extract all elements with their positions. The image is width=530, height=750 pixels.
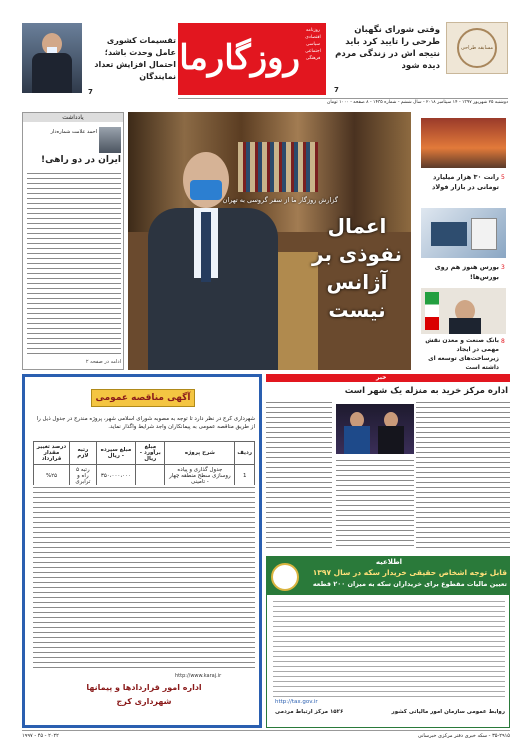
item1-title[interactable]: رانت ۳۰ هزار میلیارد تومانی در بازار فولاد (432, 173, 499, 191)
lower-story (266, 374, 510, 552)
top-left-photo (22, 23, 82, 93)
item1-photo (421, 118, 506, 168)
th-grade: رتبه لازم (70, 442, 97, 465)
tax-footer1: روابط عمومی سازمان امور مالیاتی کشور (391, 709, 505, 715)
tax-footer2: ۱۵۲۶ مرکز ارتباط مردمی (275, 709, 344, 715)
social-line (22, 97, 172, 100)
left-col-body (27, 171, 121, 357)
logo-block (178, 23, 326, 95)
item2-page-num: 3 (501, 264, 505, 271)
tax-url[interactable]: http://tax.gov.ir (275, 699, 318, 705)
tax-title: قابل توجه اشخاص حقیقی خریدار سکه در سال ۱۳۹۷ (312, 568, 507, 577)
item2-photo (421, 208, 506, 258)
right-column (415, 112, 510, 370)
lower-story-col-right (416, 400, 510, 550)
td-change: %۲۵ (34, 465, 70, 488)
tax-notice (266, 556, 510, 728)
center-feature (128, 112, 411, 370)
lower-story-col-mid (336, 458, 414, 550)
tax-header: اطلاعیه (375, 558, 403, 566)
tax-body (273, 599, 505, 697)
left-col-headline[interactable]: ایران در دو راهی! (41, 155, 121, 165)
seal-image (446, 22, 508, 74)
left-col-header: یادداشت (23, 113, 123, 122)
th-deposit: مبلغ سپرده - ریال (96, 442, 136, 465)
man-tie (201, 212, 211, 282)
seal-text: مسابقه طراحی (460, 45, 494, 51)
item1-page-num: 5 (501, 174, 505, 181)
author-line: احمد علامت شماره‌دار (50, 129, 97, 135)
left-column (22, 112, 124, 370)
lower-story-headline[interactable]: اداره مرکز خرید به منزله یک شهر است (344, 386, 508, 396)
shelf-books (238, 142, 318, 192)
tender-table-header-row (34, 442, 255, 465)
item3-title[interactable]: بانک صنعت و معدن نقش مهمی در ایجاد زیرساخت‌های توسعه ای داشته است (425, 337, 499, 371)
th-project: شرح پروژه (165, 442, 235, 465)
td-row: 1 (235, 465, 255, 488)
top-right-headline[interactable]: وقتی شورای نگهبان طرحی را تایید کرد باید نتیجه اش در زندگی مردم دیده شود (335, 25, 440, 71)
tender-footer2: شهرداری کرج (116, 697, 172, 706)
author-avatar (99, 127, 121, 153)
logo-tagline: روزنامه اقتصادی سیاسی اجتماعی فرهنگی (305, 28, 321, 61)
lower-story-col-left (266, 400, 332, 550)
section-label: خبر (376, 374, 387, 381)
item3-photo (421, 288, 506, 334)
top-left-headline[interactable]: تقسیمات کشوری عامل وحدت باشد؛احتمال افزایش تعداد نمایندگان (94, 36, 176, 81)
td-grade: رتبه ۵ راه و ترابری (70, 465, 97, 488)
feature-headline[interactable]: اعمال نفوذی بر آژانس نیست (312, 214, 402, 322)
item2-title[interactable]: بورس هنوز هم روی بورس‌ها! (434, 263, 499, 281)
bottom-page-num: ۱۹۹۷ - ۴۵ - ۲۰۲۲ (22, 733, 59, 739)
td-project: جدول گذاری و پیاده روسازی سطح منطقه چهار - تامینی (165, 465, 235, 488)
item3-page-num: 8 (501, 338, 505, 345)
th-row: ردیف (235, 442, 255, 465)
tax-emblem-icon (271, 563, 299, 591)
tender-body (33, 485, 255, 671)
bottom-strip (22, 730, 510, 744)
tax-subtitle: تعیین مالیات مقطوع برای خریداران سکه به میزان ۲۰۰ قطعه (312, 580, 507, 588)
tender-ad (22, 374, 262, 728)
tax-banner (267, 557, 509, 595)
tender-table (33, 441, 255, 488)
logo-text: روزگارما (179, 38, 300, 78)
tender-intro: شهرداری کرج در نظر دارد تا توجه به مصوبه شورای اسلامی شهر، پروژه مندرج در جدول ذیل را از طریق مناقصه عمومی به پیمانکاران واجد شرایط واگذار نماید. (36, 416, 255, 430)
th-estimate: مبلغ برآورد - ریال (136, 442, 165, 465)
tender-url[interactable]: http://www.karaj.ir (175, 673, 222, 679)
dateline: دوشنبه ۲۵ شهریور ۱۳۹۷ - ۱۴ سپتامبر ۲۰۱۸ - سال ششم - شماره ۱۴۳۵ - ۸ صفحه - ۱۰۰۰ تومان (178, 98, 508, 105)
feature-caption: گزارش روزگار ما از سفر گروسی به تهران (222, 196, 338, 204)
top-right-page-num: 7 (334, 86, 339, 94)
bottom-left-text: ۳۵-۲۹۱۵ - سکه خبری دفتر مرکزی خبرسانی (417, 733, 510, 739)
left-col-continue[interactable]: ادامه در صفحه ۲ (85, 359, 121, 365)
masthead (0, 0, 530, 108)
th-change: درصد تغییر مقدار قرارداد (34, 442, 70, 465)
tender-title: آگهی مناقصه عمومی (91, 389, 195, 407)
tender-footer: اداره امور قراردادها و پیمانها (86, 683, 202, 692)
section-label-bar (266, 374, 510, 382)
lower-story-photo (336, 404, 414, 454)
top-left-page-num: 7 (88, 88, 93, 96)
td-deposit: ۳۵۰،۰۰۰،۰۰۰ (96, 465, 136, 488)
